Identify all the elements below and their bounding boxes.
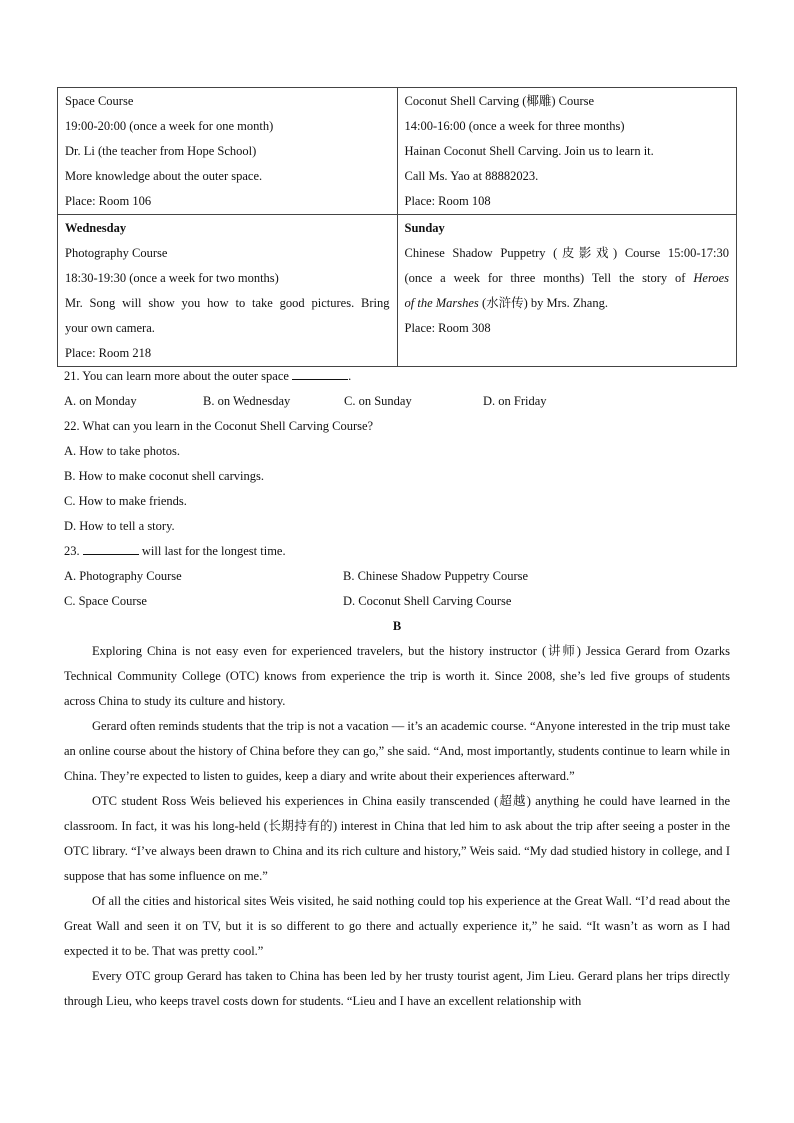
question-22 — [64, 414, 744, 439]
photography-course-cell — [58, 215, 398, 367]
course-teacher: Dr. Li (the teacher from Hope School) — [65, 144, 257, 158]
course-time: 18:30-19:30 (once a week for two months) — [65, 271, 279, 285]
course-description — [405, 266, 730, 291]
passage-paragraph: Of all the cities and historical sites Weis visited, he said nothing could top his experience at the Great Wall. “I’d read about the Great Wall and seen it on TV, but it is so different to go there and actually experience it,” he said. “It wasn’t as worn as I had expected it to be. That was pretty cool.” — [64, 894, 730, 958]
coconut-course-cell — [397, 88, 737, 215]
table-row — [58, 215, 737, 367]
question-stem: will last for the longest time. — [141, 544, 286, 558]
option-a: A. Photography Course — [64, 569, 182, 583]
passage-paragraph: Gerard often reminds students that the trip is not a vacation — it’s an academic course. “Anyone interested in the trip must take an online course about the history of China before they can go,” she said. “And, most importantly, students continue to learn while in China. They’re expected to listen to guides, keep a diary and write about their experiences afterward.” — [64, 719, 730, 783]
course-schedule-table — [57, 87, 737, 367]
course-description: More knowledge about the outer space. — [65, 169, 263, 183]
shadow-puppetry-course-cell — [397, 215, 737, 367]
passage-paragraph: Exploring China is not easy even for experienced travelers, but the history instructor (讲师) Jessica Gerard from Ozarks Technical Community College (OTC) knows from experience the trip is worth it. Since 2008, she’s led five groups of students across China to study its culture and history. — [64, 644, 730, 708]
course-description-cont: your own camera. — [65, 321, 155, 335]
option-d: D. Coconut Shell Carving Course — [343, 594, 512, 608]
option-d: D. on Friday — [483, 394, 547, 408]
answer-blank — [292, 365, 348, 380]
option-c: C. How to make friends. — [64, 494, 187, 508]
space-course-cell — [58, 88, 398, 215]
table-row — [58, 88, 737, 215]
option-a: A. on Monday — [64, 394, 137, 408]
option-a: A. How to take photos. — [64, 444, 180, 458]
option-b: B. How to make coconut shell carvings. — [64, 469, 264, 483]
course-contact: Call Ms. Yao at 88882023. — [404, 169, 539, 183]
course-time: 14:00-16:00 (once a week for three months) — [404, 119, 625, 133]
course-description: Hainan Coconut Shell Carving. Join us to learn it. — [404, 144, 654, 158]
option-d: D. How to tell a story. — [64, 519, 175, 533]
course-title: Coconut Shell Carving (椰雕) Course — [404, 94, 595, 108]
option-c: C. on Sunday — [344, 394, 412, 408]
passage-paragraph: OTC student Ross Weis believed his experiences in China easily transcended (超越) anything he could have learned in the classroom. In fact, it was his long-held (长期持有的) interest in China that led him to ask about the trip after seeing a poster in the OTC library. “I’ve always been drawn to China and its rich culture and history,” Weis said. “My dad studied history in college, and I suppose that has some influence on me.” — [64, 794, 730, 883]
reading-passage — [64, 614, 730, 1014]
course-time: 19:00-20:00 (once a week for one month) — [65, 119, 274, 133]
passage-heading: B — [392, 619, 402, 633]
option-c: C. Space Course — [64, 594, 147, 608]
course-title: Space Course — [65, 94, 134, 108]
question-23-options-row2 — [64, 589, 744, 614]
course-description-cont — [405, 291, 730, 316]
course-place: Place: Room 218 — [65, 346, 152, 360]
course-description: Mr. Song will show you how to take good pictures. Bring — [65, 296, 390, 310]
answer-blank — [83, 540, 139, 555]
course-title: Photography Course — [65, 246, 168, 260]
question-23 — [64, 539, 744, 564]
course-description-text: (once a week for three months) Tell the story of — [404, 271, 686, 285]
book-title-cont: of the Marshes — [404, 296, 479, 310]
course-teacher: (水浒传) by Mrs. Zhang. — [481, 296, 608, 310]
course-place: Place: Room 106 — [65, 194, 152, 208]
question-number: 23. — [64, 544, 80, 558]
question-stem: 21. You can learn more about the outer space — [64, 369, 289, 383]
option-b: B. on Wednesday — [203, 394, 291, 408]
book-title: Heroes — [693, 271, 730, 285]
question-stem: 22. What can you learn in the Coconut Shell Carving Course? — [64, 419, 374, 433]
question-stem-end: . — [348, 369, 352, 383]
question-21 — [64, 364, 744, 389]
course-place: Place: Room 108 — [404, 194, 491, 208]
option-b: B. Chinese Shadow Puppetry Course — [343, 569, 529, 583]
course-title-time: Chinese Shadow Puppetry (皮影戏) Course 15:00-17:30 — [404, 246, 729, 260]
question-21-options — [64, 389, 744, 414]
day-heading: Wednesday — [65, 221, 127, 235]
passage-paragraph: Every OTC group Gerard has taken to China has been led by her trusty tourist agent, Jim Lieu. Gerard plans her trips directly through Lieu, who keeps travel costs down for students. “Lieu and I have an excellent relationship with — [64, 969, 730, 1008]
course-place: Place: Room 308 — [404, 321, 491, 335]
questions-section — [64, 364, 744, 614]
day-heading: Sunday — [404, 221, 445, 235]
question-23-options-row1 — [64, 564, 744, 589]
